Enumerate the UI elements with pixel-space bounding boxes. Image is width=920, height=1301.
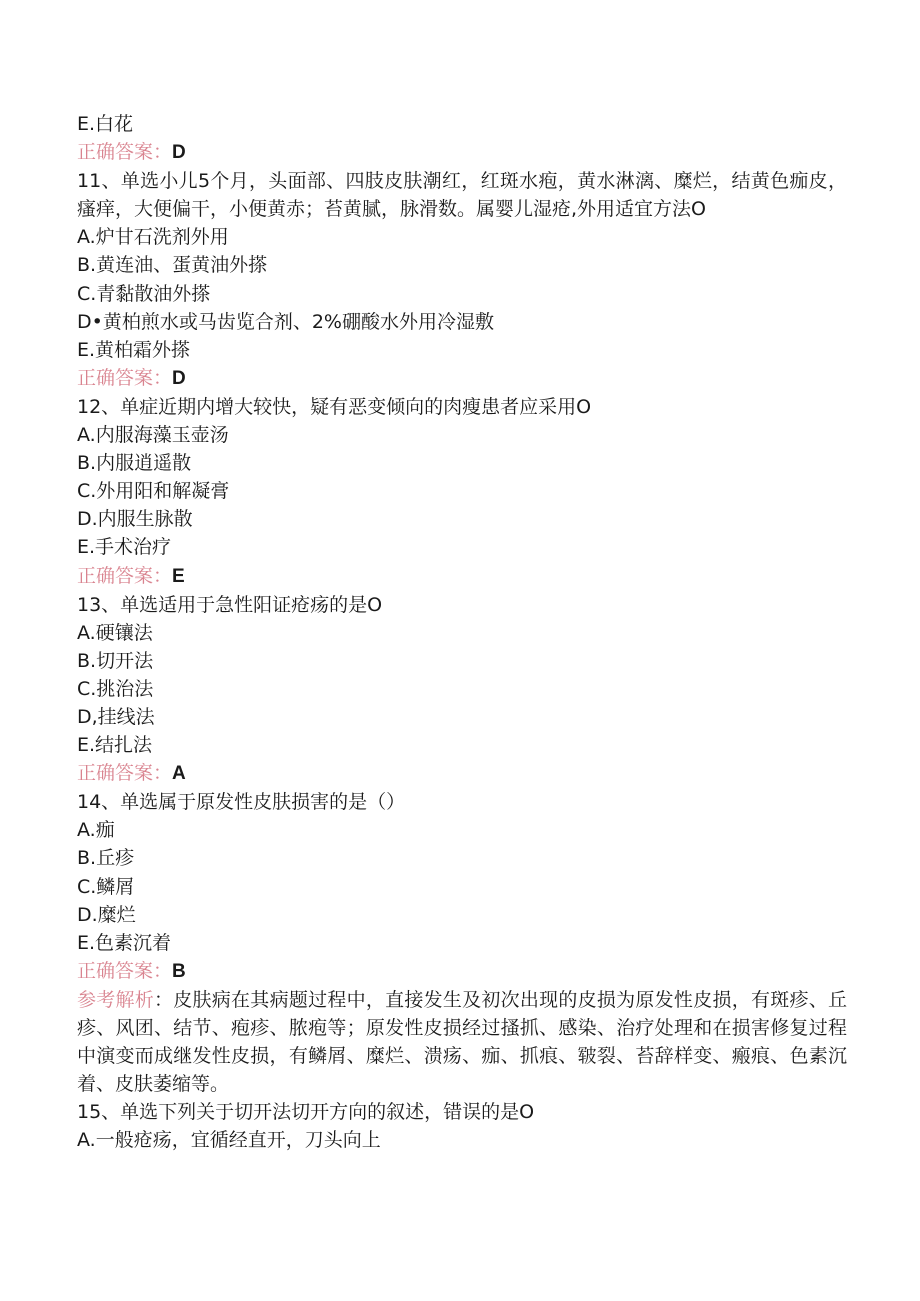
option-line: D,挂线法 (77, 705, 155, 728)
answer-value: A (172, 763, 186, 785)
answer-line (77, 759, 847, 788)
option-line: C.外用阳和解凝膏 (77, 480, 230, 503)
answer-label: 正确答案： (77, 141, 173, 164)
answer-line (77, 957, 847, 986)
question-text: 13、单选适用于急性阳证疮疡的是O (77, 593, 383, 616)
option-line: A.一般疮疡，宜循经直开，刀头向上 (77, 1129, 381, 1152)
option-line: A.痂 (77, 819, 115, 842)
analysis-label: 参考解析 (77, 988, 155, 1011)
answer-value: B (172, 960, 186, 982)
analysis-text (77, 986, 847, 1098)
analysis-body: ：皮肤病在其病题过程中，直接发生及初次出现的皮损为原发性皮损，有斑疹、丘疹、风团、结节、疱疹、脓疱等；原发性皮损经过搔抓、感染、治疗处理和在损害修复过程中演变而成继发性皮损，有鳞屑、糜烂、溃疡、痂、抓痕、皲裂、苔辞样变、瘢痕、色素沉着、皮肤萎缩等。 (77, 988, 847, 1096)
option-line: C.青黏散油外搽 (77, 282, 211, 305)
answer-line (77, 138, 847, 167)
option-line: C.挑治法 (77, 677, 154, 700)
option-line: E.色素沉着 (77, 931, 172, 954)
answer-label: 正确答案： (77, 564, 173, 587)
option-line: A.炉甘石洗剂外用 (77, 226, 229, 249)
option-line: D•黄柏煎水或马齿览合剂、2%硼酸水外用冷湿敷 (77, 310, 494, 333)
document-page (77, 110, 847, 1154)
question-text: 11、单选小儿5个月，头面部、四肢皮肤潮红，红斑水疱，黄水淋漓、糜烂，结黄色痂皮，瘙痒，大便偏干，小便黄赤；苔黄腻，脉滑数。属婴儿湿疮,外用适宜方法O (77, 170, 847, 221)
option-line: B.切开法 (77, 649, 154, 672)
option-line: E.结扎法 (77, 734, 153, 757)
option-line: E.手术治疗 (77, 536, 172, 559)
option-line: B.黄连油、蛋黄油外搽 (77, 254, 268, 277)
option-line: D.内服生脉散 (77, 508, 193, 531)
option-line: D.糜烂 (77, 903, 136, 926)
option-line: A.内服海藻玉壶汤 (77, 424, 229, 447)
option-line: E.黄柏霜外搽 (77, 338, 191, 361)
option-line: B.丘疹 (77, 847, 135, 870)
answer-line (77, 364, 847, 393)
answer-value: D (172, 142, 186, 164)
question-text: 12、单症近期内增大较快，疑有恶变倾向的肉瘦患者应采用O (77, 395, 592, 418)
answer-value: E (172, 565, 185, 587)
option-line: E.白花 (77, 113, 134, 135)
answer-label: 正确答案： (77, 959, 173, 982)
answer-line (77, 562, 847, 591)
option-line: B.内服逍遥散 (77, 452, 192, 475)
answer-value: D (172, 367, 186, 389)
question-text: 14、单选属于原发性皮肤损害的是（） (77, 791, 406, 814)
answer-label: 正确答案： (77, 762, 173, 785)
answer-label: 正确答案： (77, 366, 173, 389)
option-line: C.鳞屑 (77, 875, 135, 898)
question-text: 15、单选下列关于切开法切开方向的叙述，错误的是O (77, 1101, 535, 1124)
option-line: A.硬镶法 (77, 621, 153, 644)
